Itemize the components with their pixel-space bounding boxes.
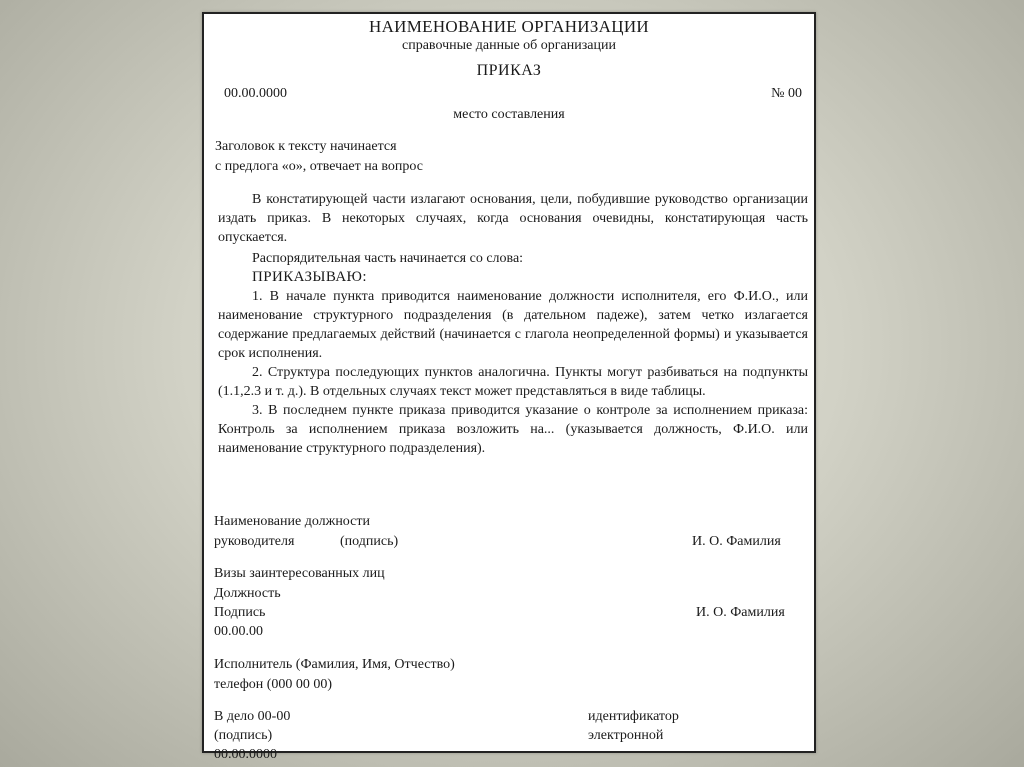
directive-intro: Распорядительная часть начинается со слова: xyxy=(252,251,524,266)
organization-name: НАИМЕНОВАНИЕ ОРГАНИЗАЦИИ xyxy=(369,17,649,36)
heading-line-2: с предлога «о», отвечает на вопрос xyxy=(215,159,423,174)
visa-name: И. О. Фамилия xyxy=(696,605,785,620)
place-of-issue: место составления xyxy=(453,107,565,122)
preamble-paragraph: В констатирующей части излагают основания, цели, побудившие руководство организации издать приказ. В некоторых случаях, когда основания очевидны, констатирующая часть опускается. xyxy=(218,192,808,245)
signature-position-line-1: Наименование должности xyxy=(214,514,370,529)
file-note: В дело 00-00 xyxy=(214,709,291,724)
executor-phone: телефон (000 00 00) xyxy=(214,677,333,692)
signature-position-line-2: руководителя xyxy=(214,534,295,549)
document-sheet xyxy=(202,12,816,762)
visa-position: Должность xyxy=(214,586,281,601)
order-item-3: 3. В последнем пункте приказа приводится указание о контроле за исполнением приказа: Контроль за исполнением приказа возложить на... (указывается должность, Ф.И.О. или наименование структурного подразделения). xyxy=(218,403,808,456)
file-signature: (подпись) xyxy=(214,728,273,743)
order-item-2: 2. Структура последующих пунктов аналогична. Пункты могут разбиваться на подпункты (1.1,2.3 и т. д.). В отдельных случаях текст может представляться в виде таблицы. xyxy=(218,365,808,399)
executor-name: Исполнитель (Фамилия, Имя, Отчество) xyxy=(214,657,455,672)
heading-line-1: Заголовок к тексту начинается xyxy=(215,139,397,154)
signatory-name: И. О. Фамилия xyxy=(692,534,781,549)
electronic-identifier-label: идентификатор xyxy=(588,709,679,724)
visas-title: Визы заинтересованных лиц xyxy=(214,566,385,581)
order-item-1: 1. В начале пункта приводится наименование должности исполнителя, его Ф.И.О., или наименование структурного подразделения (в дательном падеже), затем четко излагается содержание предлагаемых действий (начинается с глагола неопределенной формы) и указывается срок исполнения. xyxy=(218,289,808,361)
order-word: ПРИКАЗЫВАЮ: xyxy=(252,269,367,285)
document-date: 00.00.0000 xyxy=(224,86,287,101)
signature-placeholder: (подпись) xyxy=(340,534,399,549)
order-body xyxy=(218,190,808,458)
document-number: № 00 xyxy=(771,86,802,101)
document-title: ПРИКАЗ xyxy=(476,62,542,79)
visa-signature: Подпись xyxy=(214,605,266,620)
file-date: 00.00.0000 xyxy=(214,747,277,762)
visa-date: 00.00.00 xyxy=(214,624,263,639)
electronic-identifier-label-2: электронной xyxy=(588,728,664,743)
organization-reference-data: справочные данные об организации xyxy=(402,38,616,53)
